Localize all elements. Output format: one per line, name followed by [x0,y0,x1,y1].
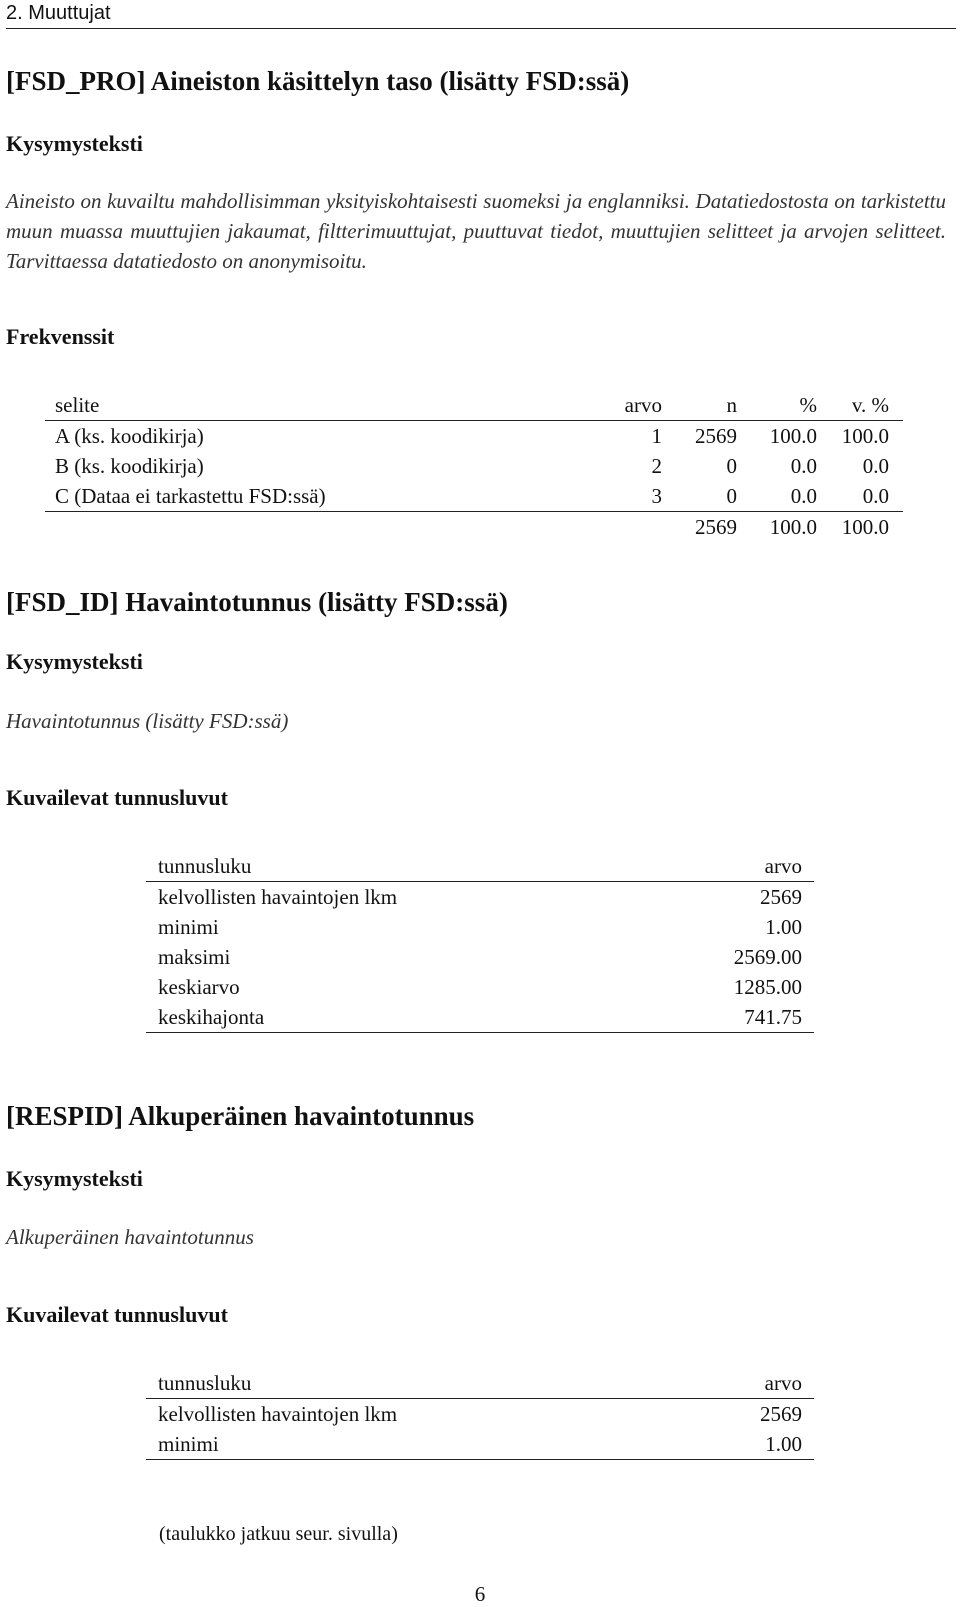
column-header: % [737,390,817,421]
column-header: arvo [696,1368,814,1399]
table-cell: 0.0 [790,454,817,478]
table-cell: B (ks. koodikirja) [55,454,204,478]
table-row [45,481,903,512]
table-cell [592,512,662,543]
table-cell: maksimi [158,945,231,969]
table-row [146,882,814,913]
table-row [146,942,814,972]
table-cell: 100.0 [769,424,817,448]
table-cell: 0.0 [817,481,903,512]
section-title-id: [FSD_ID] Havaintotunnus (lisätty FSD:ssä) [6,587,508,617]
stats-table-respid [146,1368,814,1460]
table-cell: 741.75 [652,1002,814,1033]
table-cell: 100.0 [769,515,817,539]
table-cell: 1 [651,424,662,448]
table-cell: 1.00 [696,1429,814,1460]
table-row [146,972,814,1002]
table-cell: 1285.00 [733,975,802,999]
table-cell: 0 [726,454,737,478]
table-cell: 2569.00 [733,945,802,969]
stats-heading-id: Kuvailevat tunnusluvut [6,785,228,810]
table-cell: kelvollisten havaintojen lkm [158,1402,398,1426]
table-cell: minimi [146,1429,696,1460]
table-row [146,1002,814,1033]
table-cell: 0 [662,481,737,512]
question-text-pro: Aineisto on kuvailtu mahdollisimman yksityiskohtaisesti suomeksi ja englanniksi. Datatiedostosta on tarkistettu muun muassa muuttujien jakaumat, filtterimuuttujat, puuttuvat tiedot, muuttujien selitteet ja arvojen selitteet. Tarvittaessa datatiedosto on anonymisoitu. [6,189,946,273]
freq-heading: Frekvenssit [6,324,115,349]
table-cell: keskihajonta [146,1002,652,1033]
column-header: tunnusluku [146,851,652,882]
column-header: arvo [592,390,662,421]
question-heading-respid: Kysymysteksti [6,1166,143,1191]
table-cell: keskiarvo [158,975,240,999]
column-header: tunnusluku [146,1368,696,1399]
table-cell: 2 [651,454,662,478]
running-head: 2. Muuttujat [6,0,956,29]
table-cell: 100.0 [841,424,889,448]
column-header: selite [45,390,592,421]
table-cell: minimi [158,915,219,939]
table-cell: kelvollisten havaintojen lkm [158,885,398,909]
table-header-row [146,851,814,882]
question-text-id: Havaintotunnus (lisätty FSD:ssä) [6,709,289,733]
section-title-respid: [RESPID] Alkuperäinen havaintotunnus [6,1101,475,1131]
frequency-table [45,390,903,542]
question-heading-pro: Kysymysteksti [6,131,143,156]
column-header: arvo [652,851,814,882]
section-title-pro: [FSD_PRO] Aineiston käsittelyn taso (lisätty FSD:ssä) [6,66,630,96]
continued-note: (taulukko jatkuu seur. sivulla) [159,1523,398,1545]
table-row [45,421,903,452]
table-total-row [45,512,903,543]
table-cell: 0.0 [737,481,817,512]
table-cell: 2569 [695,424,737,448]
table-row [146,1399,814,1430]
table-cell: 3 [592,481,662,512]
page-number: 6 [474,1582,486,1606]
table-row [146,1429,814,1460]
table-row [45,451,903,481]
stats-heading-respid: Kuvailevat tunnusluvut [6,1302,228,1327]
table-cell [45,512,592,543]
column-header: v. % [817,390,903,421]
question-heading-id: Kysymysteksti [6,649,143,674]
table-cell: 100.0 [841,515,889,539]
table-row [146,912,814,942]
table-cell: 2569 [760,1402,802,1426]
table-header-row [45,390,903,421]
table-header-row [146,1368,814,1399]
stats-table-id [146,851,814,1033]
table-cell: C (Dataa ei tarkastettu FSD:ssä) [45,481,592,512]
table-cell: A (ks. koodikirja) [55,424,204,448]
table-cell: 1.00 [765,915,802,939]
table-cell: 2569 [760,885,802,909]
question-text-respid: Alkuperäinen havaintotunnus [6,1225,254,1249]
table-cell: 0.0 [862,454,889,478]
column-header: n [662,390,737,421]
table-cell: 2569 [695,515,737,539]
